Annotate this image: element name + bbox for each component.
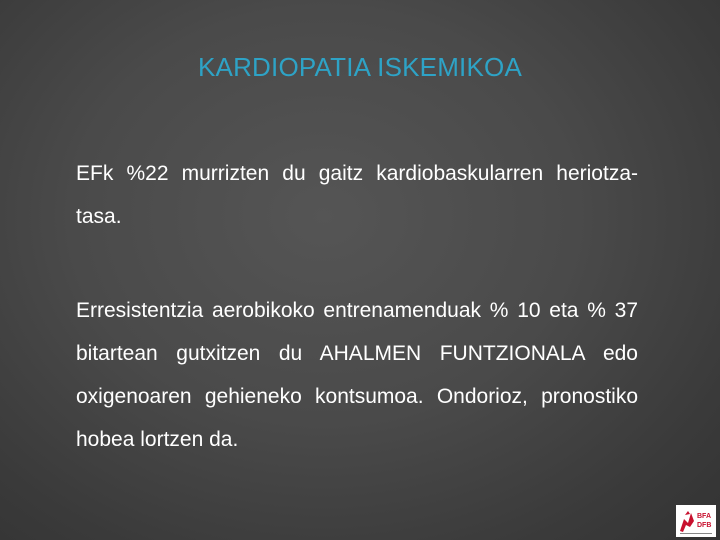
slide-title: KARDIOPATIA ISKEMIKOA	[198, 52, 522, 82]
slide-paragraph-1: EFk %22 murrizten du gaitz kardiobaskularren heriotza-tasa.	[76, 162, 638, 228]
slide-paragraph-2: Erresistentzia aerobikoko entrenamenduak % 10 eta % 37 bitartean gutxitzen du AHALMEN FUNTZIONALA edo oxigenoaren gehieneko kontsumoa. Ondorioz, pronostiko hobea lortzen da.	[76, 299, 638, 451]
institution-logo-icon	[676, 505, 716, 537]
logo-text-bfa: BFA	[697, 513, 711, 520]
logo-text-dfb: DFB	[697, 522, 712, 529]
